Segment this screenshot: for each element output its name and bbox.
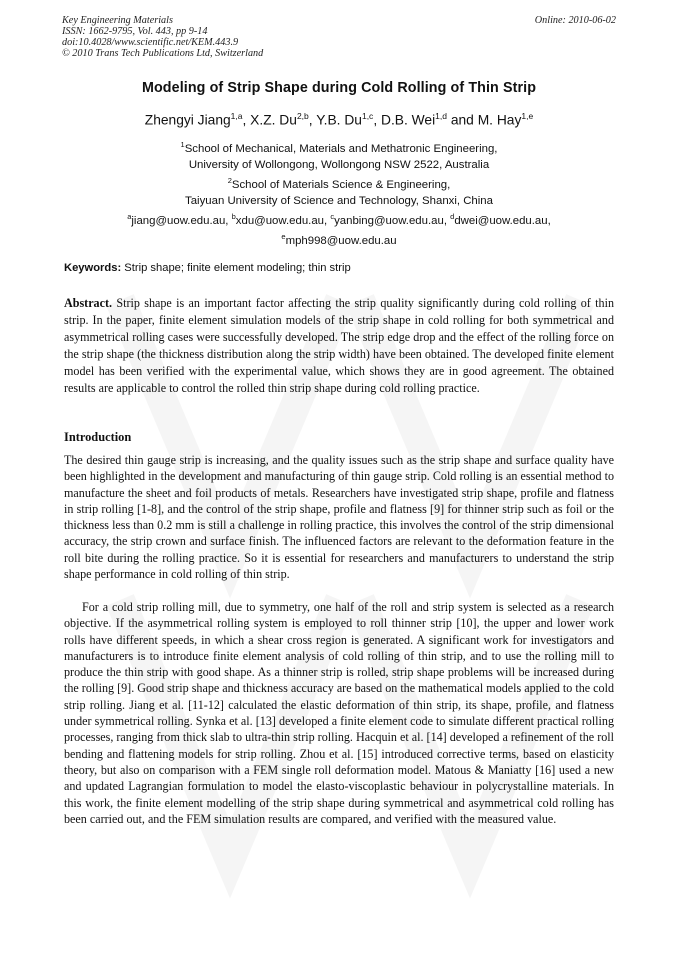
affiliation-1 [0, 137, 678, 173]
affiliation-2 [0, 173, 678, 209]
abstract-text: Strip shape is an important factor affecting the strip quality significantly during cold rolling of thin strip. In the paper, finite element simulation models of the strip shape in cold rolling for both symmetrical and asymmetrical rolling cases were successfully developed. The strip edge drop and the effect of the rolling force on the strip shape (the thickness distribution along the strip width) have been obtained. The developed finite element model has been verified with the experimental value, which shows they are in good agreement. The obtained results are applicable to control the rolled thin strip shape during cold rolling practice. [64, 296, 614, 396]
affiliation-line: Taiyuan University of Science and Technology, Shanxi, China [185, 194, 493, 207]
author-list [0, 111, 678, 128]
affiliation-line: University of Wollongong, Wollongong NSW 2522, Australia [188, 158, 490, 171]
intro-paragraph-2: For a cold strip rolling mill, due to symmetry, one half of the roll and strip system is selected as a research objective. If the asymmetrical rolling system is employed to roll thinner strip [10], the upper and lower work rolls have different speeds, in which a shear cross region is generated. A significant work for investigators and manufacturers is to introduce finite element analysis of cold rolling of thin strip, and to use the rolling mill to produce the thin strip with good shape. As a thinner strip is rolled, strip shape problems will be increased during the rolling [9]. Good strip shape and thickness accuracy are based on the mathematical models applied to the cold strip rolling. Jiang et al. [11-12] calculated the elastic deformation of thin strip, its shape, profile, and flatness under symmetrical rolling. Synka et al. [13] developed a finite element code to simulate different practical rolling processes, ranging from thick slab to ultra-thin strip rolling. Hacquin et al. [14] developed a refinement of the roll bending and flattening models for strip rolling. Zhou et al. [15] introduced corrective terms, based on elasticity theory, but also on comparison with a FEM single roll deformation model. Matous & Maniatty [16] used a new and updated Lagrangian formulation to model the elasto-viscoplastic behaviour in polycrystalline materials. In this work, the finite element modelling of the strip shape during symmetrical and asymmetrical cold rolling has been carried out, and the FEM simulation results are compared, and verified with the measured value. [64, 600, 614, 826]
author-name: M. Hay [477, 112, 522, 128]
author-sup: 1,e [521, 111, 534, 121]
email[interactable]: yanbing@uow.edu.au, [334, 214, 451, 227]
journal-info [62, 15, 263, 59]
keywords [64, 262, 351, 274]
author-sup: 2,b [296, 111, 309, 121]
author-sep: , [308, 112, 317, 128]
affiliation-sup: 1 [180, 140, 185, 149]
email[interactable]: xdu@uow.edu.au, [235, 214, 331, 227]
online-date: Online: 2010-06-02 [534, 15, 616, 26]
author-sep: , [373, 112, 381, 128]
keywords-text: Strip shape; finite element modeling; thin strip [121, 262, 351, 274]
author-sep: and [447, 112, 478, 128]
email-sup: d [450, 212, 455, 221]
affiliation-line: School of Materials Science & Engineering, [231, 178, 451, 191]
copyright: © 2010 Trans Tech Publications Ltd, Switzerland [62, 48, 264, 59]
email[interactable]: dwei@uow.edu.au, [454, 214, 551, 227]
author-name: Y.B. Du [316, 112, 362, 128]
author-sup: 1,d [435, 111, 447, 121]
abstract [64, 295, 614, 398]
author-sup: 1,c [361, 111, 374, 121]
author-name: Zhengyi Jiang [144, 112, 231, 128]
section-heading-introduction: Introduction [64, 430, 132, 444]
email[interactable]: jiang@uow.edu.au, [131, 214, 232, 227]
email-sup: c [330, 212, 335, 221]
doi: doi:10.4028/www.scientific.net/KEM.443.9 [62, 37, 239, 48]
affiliation-sup: 2 [227, 176, 232, 185]
abstract-label: Abstract. [64, 296, 113, 310]
author-sep: , [242, 112, 251, 128]
journal-name: Key Engineering Materials [62, 15, 173, 26]
issn: ISSN: 1662-9795, Vol. 443, pp 9-14 [62, 26, 208, 37]
author-name: X.Z. Du [250, 112, 297, 128]
intro-paragraph-1: The desired thin gauge strip is increasing, and the quality issues such as the strip shape and surface quality have been highlighted in the development and manufacturing of thin gauge strip. Cold rolling is an essential method to manufacture the sheet and foil products of metals. Researchers have investigated strip shape, profile and flatness in strip rolling [1-8], and the control of the strip shape, profile and flatness [9] for thinner strip such as foil or the thickness less than 0.2 mm is still a challenge in rolling practice, this involves the control of the strip dimensional accuracy, the strip crown and surface finish. The influenced factors are relevant to the deformation feature in the roll bite during the rolling practice. So it is essential for researchers and manufacturers to understand the strip shape performance in cold rolling of thin strip. [64, 453, 614, 582]
email[interactable]: mph998@uow.edu.au [285, 234, 397, 247]
email-sup: a [127, 212, 132, 221]
author-name: D.B. Wei [380, 112, 436, 128]
keywords-label: Keywords: [64, 262, 122, 274]
email-sup: e [281, 231, 286, 241]
affiliation-line: School of Mechanical, Materials and Methatronic Engineering, [184, 142, 498, 155]
paper-title: Modeling of Strip Shape during Cold Rolling of Thin Strip [141, 80, 537, 96]
email-list [0, 209, 678, 249]
email-sup: b [231, 212, 236, 221]
author-sup: 1,a [230, 111, 243, 121]
